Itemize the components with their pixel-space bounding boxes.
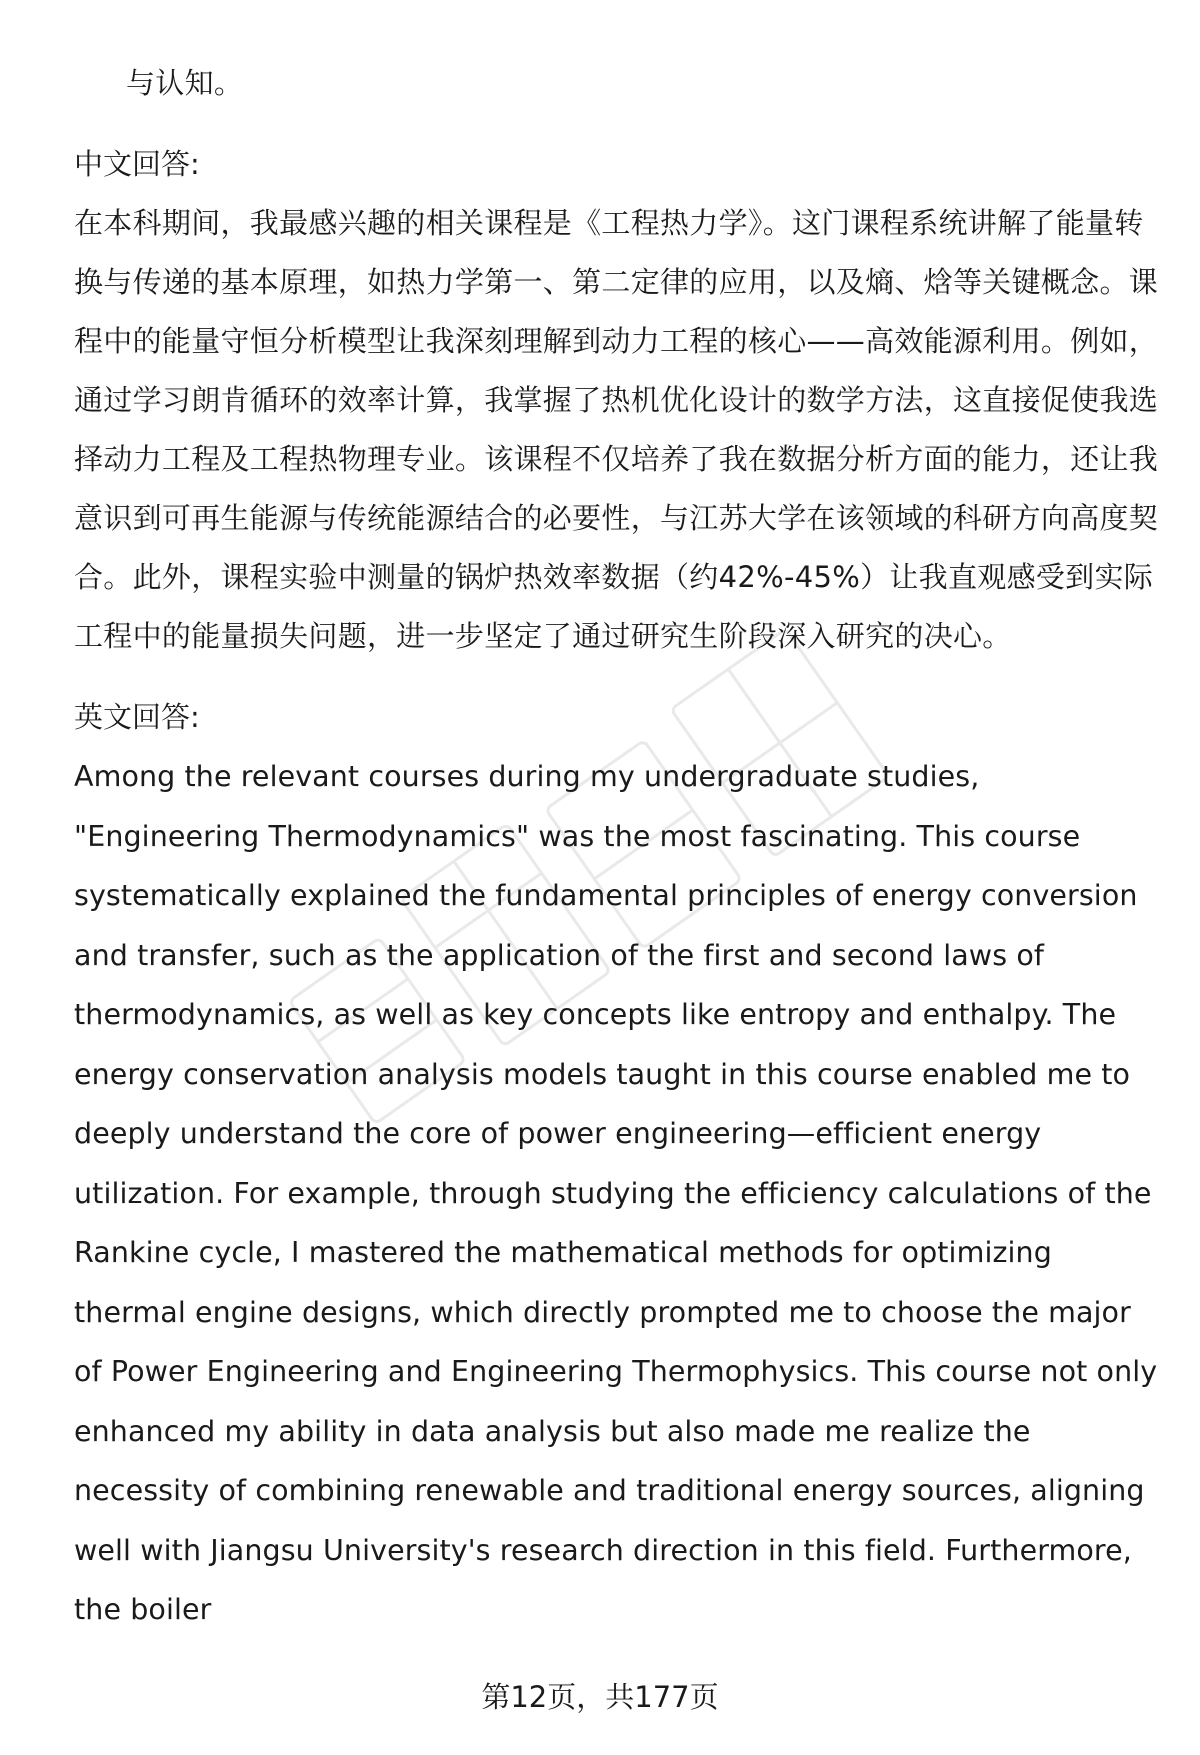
document-content xyxy=(74,54,1164,1640)
chinese-answer-label: 中文回答: xyxy=(74,147,200,181)
english-answer-label: 英文回答: xyxy=(74,700,200,734)
page-number-footer: 第12页，共177页 xyxy=(481,1680,719,1714)
english-answer-body: Among the relevant courses during my undergraduate studies, "Engineering Thermodynamics" was the most fascinating. This course systematically explained the fundamental principles of energy conversion and transfer, such as the application of the first and second laws of thermodynamics, as well as key concepts like entropy and enthalpy. The energy conservation analysis models taught in this course enabled me to deeply understand the core of power engineering—efficient energy utilization. For example, through studying the efficiency calculations of the Rankine cycle, I mastered the mathematical methods for optimizing thermal engine designs, which directly prompted me to choose the major of Power Engineering and Engineering Thermophysics. This course not only enhanced my ability in data analysis but also made me realize the necessity of combining renewable and traditional energy sources, aligning well with Jiangsu University's research direction in this field. Furthermore, the boiler xyxy=(74,760,1158,1626)
chinese-answer-body: 在本科期间，我最感兴趣的相关课程是《工程热力学》。这门课程系统讲解了能量转换与传递的基本原理，如热力学第一、第二定律的应用，以及熵、焓等关键概念。课程中的能量守恒分析模型让我深刻理解到动力工程的核心——高效能源利用。例如，通过学习朗肯循环的效率计算，我掌握了热机优化设计的数学方法，这直接促使我选择动力工程及工程热物理专业。该课程不仅培养了我在数据分析方面的能力，还让我意识到可再生能源与传统能源结合的必要性，与江苏大学在该领域的科研方向高度契合。此外，课程实验中测量的锅炉热效率数据（约42%-45%）让我直观感受到实际工程中的能量损失问题，进一步坚定了通过研究生阶段深入研究的决心。 xyxy=(74,206,1159,653)
continuation-text: 与认知。 xyxy=(126,66,244,100)
